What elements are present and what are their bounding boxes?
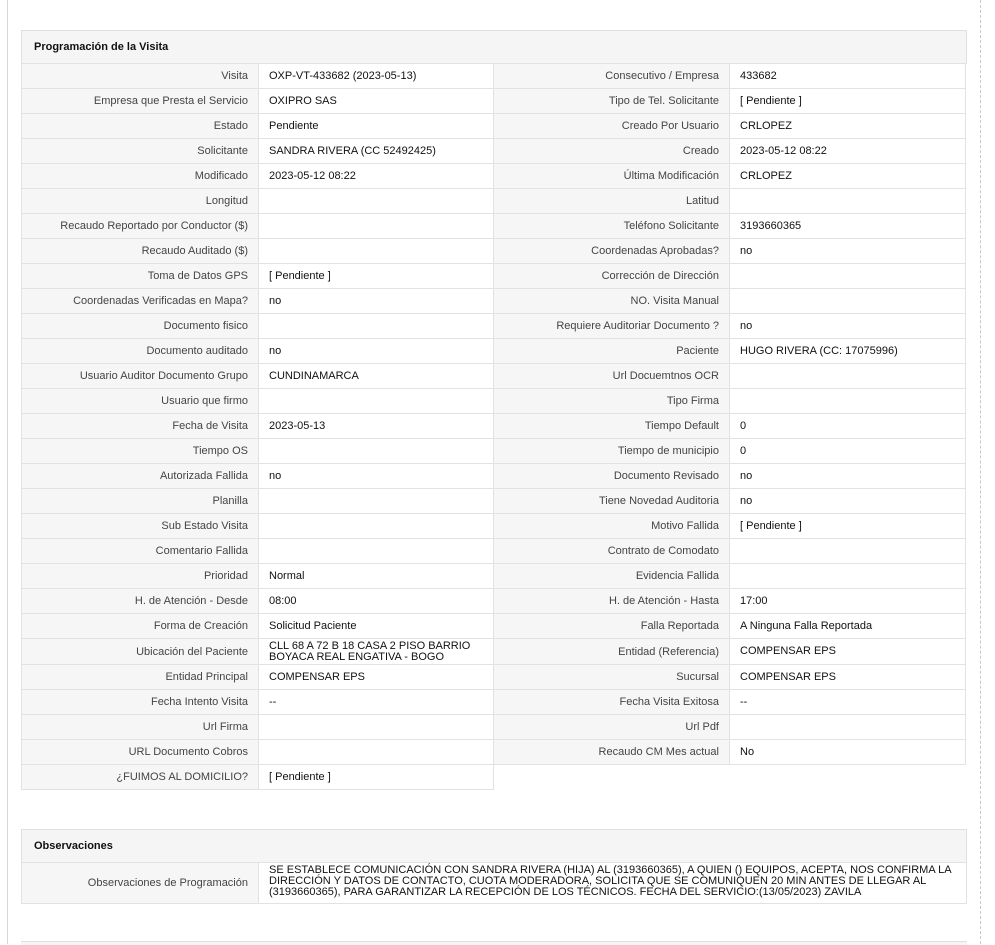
field-label: Fecha Intento Visita [21,689,259,715]
field-row [21,89,967,114]
field-label: NO. Visita Manual [493,288,730,314]
fuimos-domicilio-label: ¿FUIMOS AL DOMICILIO? [21,764,259,790]
page-left-border [7,0,8,944]
field-row [21,464,967,489]
field-label: Entidad (Referencia) [493,638,730,665]
field-value [729,188,966,214]
field-label: Empresa que Presta el Servicio [21,88,259,114]
field-label: Paciente [493,338,730,364]
field-value: 08:00 [258,588,494,614]
field-row [21,589,967,614]
field-row [21,364,967,389]
field-label: Usuario que firmo [21,388,259,414]
field-label: Forma de Creación [21,613,259,639]
fuimos-domicilio-value: [ Pendiente ] [258,764,494,790]
field-value: [ Pendiente ] [258,263,494,289]
field-row [21,489,967,514]
field-value: OXP-VT-433682 (2023-05-13) [258,63,494,89]
field-value: OXIPRO SAS [258,88,494,114]
field-value: CRLOPEZ [729,113,966,139]
field-value: CRLOPEZ [729,163,966,189]
field-value: no [729,238,966,264]
field-value: 0 [729,438,966,464]
field-row [21,289,967,314]
field-value [258,538,494,564]
field-row [21,539,967,564]
field-label: Tiene Novedad Auditoria [493,488,730,514]
observaciones-text: SE ESTABLECE COMUNICACIÓN CON SANDRA RIVERA (HIJA) AL (3193660365), A QUIEN () EQUIPOS, ACEPTA, NOS CONFIRMA LA DIRECCIÓN Y DATOS DE CONTACTO, CUOTA MODERADORA, SOLICITA QUE SE COMUNIQUEN 20 MIN ANTES DE LLEGAR AL (3193660365), PARA GARANTIZAR LA RECEPCIÓN DE LOS TÉCNICOS. FECHA DEL SERVICIO:(13/05/2023) ZAVILA [258,862,967,904]
field-value: 2023-05-12 08:22 [258,163,494,189]
field-value: Solicitud Paciente [258,613,494,639]
field-value: -- [729,689,966,715]
field-value: no [729,313,966,339]
field-row [21,214,967,239]
field-label: Contrato de Comodato [493,538,730,564]
field-value: -- [258,689,494,715]
field-value: No [729,739,966,765]
field-value [729,563,966,589]
page-right-border [980,0,981,944]
field-row [21,139,967,164]
field-label: Sucursal [493,664,730,690]
field-value: COMPENSAR EPS [729,638,966,665]
field-value [258,739,494,765]
field-value: 0 [729,413,966,439]
field-row [21,439,967,464]
field-value: no [729,463,966,489]
field-row [21,740,967,765]
field-label: Coordenadas Verificadas en Mapa? [21,288,259,314]
field-label: Recaudo CM Mes actual [493,739,730,765]
field-value [258,513,494,539]
field-label: Modificado [21,163,259,189]
field-value: 3193660365 [729,213,966,239]
field-label: Url Firma [21,714,259,740]
field-row [21,64,967,89]
next-section-header-edge [21,941,967,945]
field-label: Autorizada Fallida [21,463,259,489]
field-value [258,213,494,239]
field-label: Fecha de Visita [21,413,259,439]
field-value: no [729,488,966,514]
field-label: Recaudo Auditado ($) [21,238,259,264]
field-label: H. de Atención - Desde [21,588,259,614]
field-value: SANDRA RIVERA (CC 52492425) [258,138,494,164]
field-value [729,714,966,740]
observaciones-row [21,863,967,904]
field-label: Prioridad [21,563,259,589]
field-value: no [258,338,494,364]
field-row [21,339,967,364]
field-label: Url Pdf [493,714,730,740]
field-value: Pendiente [258,113,494,139]
field-value [729,263,966,289]
field-label: Coordenadas Aprobadas? [493,238,730,264]
field-label: Documento auditado [21,338,259,364]
field-label: Solicitante [21,138,259,164]
field-label: Tiempo OS [21,438,259,464]
field-value: no [258,288,494,314]
field-label: Creado [493,138,730,164]
field-row [21,264,967,289]
field-value [729,363,966,389]
field-row [21,239,967,264]
field-row [21,514,967,539]
observaciones-section-title: Observaciones [21,829,967,863]
field-value: COMPENSAR EPS [729,664,966,690]
field-label: Ubicación del Paciente [21,638,259,665]
field-value: 2023-05-12 08:22 [729,138,966,164]
observaciones-label: Observaciones de Programación [21,862,259,904]
field-label: Tipo de Tel. Solicitante [493,88,730,114]
field-row [21,389,967,414]
field-label: Toma de Datos GPS [21,263,259,289]
field-row [21,189,967,214]
field-row [21,715,967,740]
field-label: Comentario Fallida [21,538,259,564]
field-value: no [258,463,494,489]
field-label: Documento fisico [21,313,259,339]
field-label: Tiempo de municipio [493,438,730,464]
field-label: URL Documento Cobros [21,739,259,765]
field-value [258,388,494,414]
field-value: Normal [258,563,494,589]
field-label: Motivo Fallida [493,513,730,539]
field-value [258,488,494,514]
programacion-section-title: Programación de la Visita [21,30,967,64]
field-label: Tiempo Default [493,413,730,439]
field-label: Última Modificación [493,163,730,189]
field-row [21,414,967,439]
field-row [21,314,967,339]
field-label: Teléfono Solicitante [493,213,730,239]
field-value [729,388,966,414]
field-label: Requiere Auditoriar Documento ? [493,313,730,339]
field-value: CUNDINAMARCA [258,363,494,389]
field-row [21,164,967,189]
field-label: Sub Estado Visita [21,513,259,539]
field-label: Consecutivo / Empresa [493,63,730,89]
field-value: [ Pendiente ] [729,88,966,114]
field-label: Falla Reportada [493,613,730,639]
field-value: 17:00 [729,588,966,614]
field-label: Url Docuemtnos OCR [493,363,730,389]
field-value: [ Pendiente ] [729,513,966,539]
field-value [258,438,494,464]
programacion-grid [21,64,967,790]
observaciones-section [21,829,967,904]
field-label: H. de Atención - Hasta [493,588,730,614]
field-row [21,564,967,589]
field-value [258,714,494,740]
field-value: COMPENSAR EPS [258,664,494,690]
field-label: Entidad Principal [21,664,259,690]
field-row [21,114,967,139]
field-label: Tipo Firma [493,388,730,414]
field-row [21,614,967,639]
programacion-section [21,30,967,790]
field-value: CLL 68 A 72 B 18 CASA 2 PISO BARRIO BOYACA REAL ENGATIVA - BOGO [258,638,494,665]
field-value: 2023-05-13 [258,413,494,439]
field-label: Corrección de Dirección [493,263,730,289]
field-label: Recaudo Reportado por Conductor ($) [21,213,259,239]
field-row [21,690,967,715]
field-value: A Ninguna Falla Reportada [729,613,966,639]
field-label: Evidencia Fallida [493,563,730,589]
field-row [21,665,967,690]
field-label: Latitud [493,188,730,214]
field-label: Estado [21,113,259,139]
field-row [21,639,967,665]
field-label: Longitud [21,188,259,214]
field-value: 433682 [729,63,966,89]
field-value [258,238,494,264]
field-value [729,538,966,564]
field-label: Creado Por Usuario [493,113,730,139]
field-label: Visita [21,63,259,89]
field-label: Usuario Auditor Documento Grupo [21,363,259,389]
field-value [729,288,966,314]
field-value [258,313,494,339]
field-label: Documento Revisado [493,463,730,489]
field-value [258,188,494,214]
field-label: Fecha Visita Exitosa [493,689,730,715]
field-value: HUGO RIVERA (CC: 17075996) [729,338,966,364]
field-row-last [21,765,967,790]
field-label: Planilla [21,488,259,514]
